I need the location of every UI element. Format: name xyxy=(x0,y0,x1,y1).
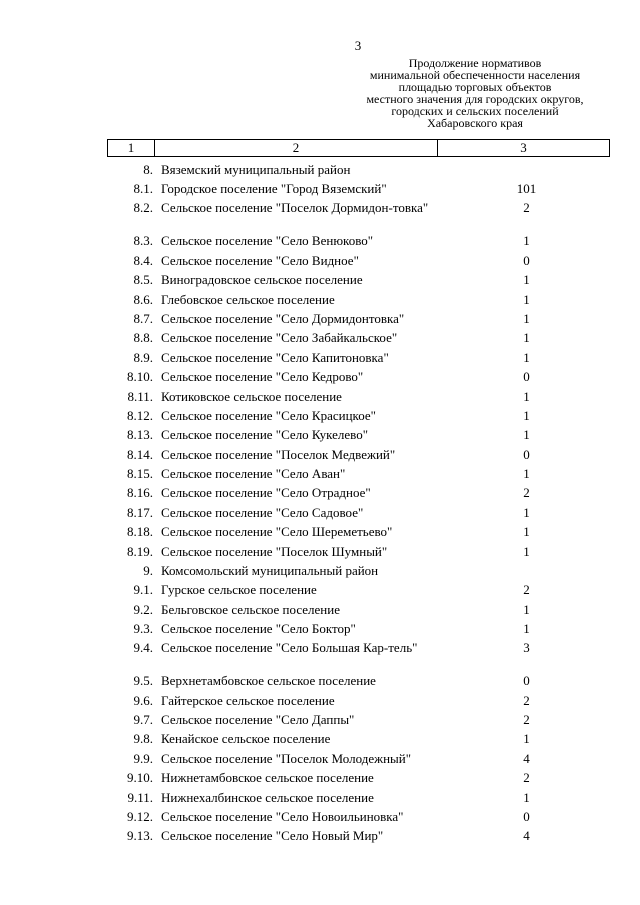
table-row xyxy=(107,829,610,848)
row-value: 2 xyxy=(523,199,530,215)
row-value: 1 xyxy=(523,601,530,617)
row-value: 2 xyxy=(523,711,530,727)
row-name: Сельское поселение "Село Дормидонтовка" xyxy=(161,310,405,326)
row-number: 8.6. xyxy=(133,291,153,307)
row-name: Глебовское сельское поселение xyxy=(161,291,335,307)
row-name: Городское поселение "Город Вяземский" xyxy=(161,181,387,197)
table-row xyxy=(107,312,610,331)
row-name: Сельское поселение "Село Кедрово" xyxy=(161,369,364,385)
row-number: 9.12. xyxy=(127,808,153,824)
row-value: 4 xyxy=(523,750,530,766)
row-name: Сельское поселение "Село Садовое" xyxy=(161,504,364,520)
table-row xyxy=(107,603,610,622)
row-number: 9.8. xyxy=(133,731,153,747)
row-number: 9.10. xyxy=(127,770,153,786)
table-row xyxy=(107,467,610,486)
row-number: 9.9. xyxy=(133,750,153,766)
row-value: 1 xyxy=(523,291,530,307)
table-row xyxy=(107,163,610,182)
row-name: Сельское поселение "Село Шереметьево" xyxy=(161,524,393,540)
row-name: Котиковское сельское поселение xyxy=(161,388,342,404)
row-name: Верхнетамбовское сельское поселение xyxy=(161,673,376,689)
row-number: 9.11. xyxy=(127,789,153,805)
row-value: 0 xyxy=(523,369,530,385)
row-number: 8.17. xyxy=(127,504,153,520)
row-value: 2 xyxy=(523,770,530,786)
row-number: 8.13. xyxy=(127,427,153,443)
row-number: 9. xyxy=(143,563,153,579)
row-name: Сельское поселение "Село Новый Мир" xyxy=(161,828,384,844)
table-row xyxy=(107,486,610,505)
table-row xyxy=(107,810,610,829)
table-row xyxy=(107,351,610,370)
row-value: 2 xyxy=(523,692,530,708)
row-value: 1 xyxy=(523,789,530,805)
row-name: Сельское поселение "Село Боктор" xyxy=(161,621,356,637)
row-number: 9.1. xyxy=(133,582,153,598)
row-value: 0 xyxy=(523,673,530,689)
heading-line: городских и сельских поселений xyxy=(391,104,559,118)
row-name: Нижнехалбинское сельское поселение xyxy=(161,789,374,805)
row-number: 9.2. xyxy=(133,601,153,617)
table-row xyxy=(107,732,610,751)
table-row xyxy=(107,545,610,564)
table-header xyxy=(107,139,610,157)
row-number: 8.14. xyxy=(127,446,153,462)
row-name: Сельское поселение "Село Большая Кар-тель" xyxy=(161,639,418,655)
table-row xyxy=(107,622,610,641)
row-name: Сельское поселение "Поселок Шумный" xyxy=(161,543,388,559)
row-name: Виноградовское сельское поселение xyxy=(161,272,363,288)
table-row xyxy=(107,564,610,583)
row-name: Сельское поселение "Село Новоильиновка" xyxy=(161,808,404,824)
page-number: 3 xyxy=(354,38,362,53)
row-value: 1 xyxy=(523,524,530,540)
row-number: 9.6. xyxy=(133,692,153,708)
row-number: 9.13. xyxy=(127,828,153,844)
row-number: 8. xyxy=(143,162,153,177)
row-name: Сельское поселение "Село Аван" xyxy=(161,466,346,482)
table-row xyxy=(107,428,610,447)
table-row xyxy=(107,390,610,409)
row-number: 9.4. xyxy=(133,639,153,655)
row-number: 9.3. xyxy=(133,621,153,637)
row-name: Сельское поселение "Село Видное" xyxy=(161,252,359,268)
heading-line: местного значения для городских округов, xyxy=(366,92,584,106)
table-row xyxy=(107,713,610,732)
row-value: 2 xyxy=(523,582,530,598)
row-value: 1 xyxy=(523,543,530,559)
row-value: 1 xyxy=(523,310,530,326)
row-name: Нижнетамбовское сельское поселение xyxy=(161,770,374,786)
row-number: 8.2. xyxy=(133,199,153,215)
row-number: 8.7. xyxy=(133,310,153,326)
table-row xyxy=(107,409,610,428)
row-name: Гайтерское сельское поселение xyxy=(161,692,335,708)
row-value: 1 xyxy=(523,407,530,423)
row-value: 1 xyxy=(523,272,530,288)
table-row xyxy=(107,199,610,235)
row-name: Сельское поселение "Село Отрадное" xyxy=(161,485,371,501)
table-row xyxy=(107,694,610,713)
column-header: 3 xyxy=(438,140,610,157)
table-row xyxy=(107,370,610,389)
row-value: 1 xyxy=(523,731,530,747)
row-name: Кенайское сельское поселение xyxy=(161,731,331,747)
row-value: 1 xyxy=(523,427,530,443)
row-value: 1 xyxy=(523,233,530,249)
row-number: 8.10. xyxy=(127,369,153,385)
row-name: Вяземский муниципальный район xyxy=(161,162,351,177)
row-name: Сельское поселение "Село Кукелево" xyxy=(161,427,369,443)
heading-line: Продолжение нормативов xyxy=(408,56,542,70)
heading-line: Хабаровского края xyxy=(427,116,523,130)
row-value: 1 xyxy=(523,621,530,637)
table-row xyxy=(107,525,610,544)
row-number: 8.4. xyxy=(133,252,153,268)
table-row xyxy=(107,506,610,525)
row-number: 8.5. xyxy=(133,272,153,288)
row-number: 8.3. xyxy=(133,233,153,249)
row-number: 8.19. xyxy=(127,543,153,559)
heading-line: площадью торговых объектов xyxy=(398,80,552,94)
table-row xyxy=(107,182,610,201)
row-name: Бельговское сельское поселение xyxy=(161,601,340,617)
column-header: 1 xyxy=(108,140,155,157)
row-value: 4 xyxy=(523,828,530,844)
row-value: 0 xyxy=(523,252,530,268)
table-row xyxy=(107,273,610,292)
row-number: 8.12. xyxy=(127,407,153,423)
row-name: Комсомольский муниципальный район xyxy=(161,563,379,579)
table-row xyxy=(107,583,610,602)
table-row xyxy=(107,254,610,273)
row-name: Сельское поселение "Село Красицкое" xyxy=(161,407,376,423)
row-number: 8.15. xyxy=(127,466,153,482)
row-name: Сельское поселение "Село Венюково" xyxy=(161,233,374,249)
row-number: 9.7. xyxy=(133,711,153,727)
row-number: 8.8. xyxy=(133,330,153,346)
row-name: Сельское поселение "Село Забайкальское" xyxy=(161,330,398,346)
row-value: 2 xyxy=(523,485,530,501)
table-row xyxy=(107,771,610,790)
table-row xyxy=(107,639,610,675)
row-value: 101 xyxy=(516,181,537,197)
table-row xyxy=(107,674,610,693)
row-number: 8.1. xyxy=(133,181,153,197)
row-value: 0 xyxy=(523,446,530,462)
row-number: 8.11. xyxy=(127,388,153,404)
row-name: Гурское сельское поселение xyxy=(161,582,317,598)
table-row xyxy=(107,331,610,350)
row-name: Сельское поселение "Село Даппы" xyxy=(161,711,355,727)
table-row xyxy=(107,234,610,253)
heading-line: минимальной обеспеченности населения xyxy=(369,68,581,82)
row-name: Сельское поселение "Поселок Дормидон-товка" xyxy=(161,199,429,215)
column-header: 2 xyxy=(155,140,438,157)
table-row xyxy=(107,293,610,312)
row-value: 1 xyxy=(523,330,530,346)
row-name: Сельское поселение "Поселок Медвежий" xyxy=(161,446,396,462)
table-row xyxy=(107,791,610,810)
row-number: 8.9. xyxy=(133,349,153,365)
row-name: Сельское поселение "Поселок Молодежный" xyxy=(161,750,412,766)
row-number: 8.16. xyxy=(127,485,153,501)
row-value: 1 xyxy=(523,349,530,365)
table-row xyxy=(107,752,610,771)
row-value: 1 xyxy=(523,504,530,520)
row-value: 1 xyxy=(523,466,530,482)
row-number: 9.5. xyxy=(133,673,153,689)
appendix-heading xyxy=(340,57,610,129)
row-number: 8.18. xyxy=(127,524,153,540)
row-value: 1 xyxy=(523,388,530,404)
row-value: 3 xyxy=(523,639,530,655)
row-name: Сельское поселение "Село Капитоновка" xyxy=(161,349,389,365)
row-value: 0 xyxy=(523,808,530,824)
table-body xyxy=(107,163,610,849)
table-row xyxy=(107,448,610,467)
